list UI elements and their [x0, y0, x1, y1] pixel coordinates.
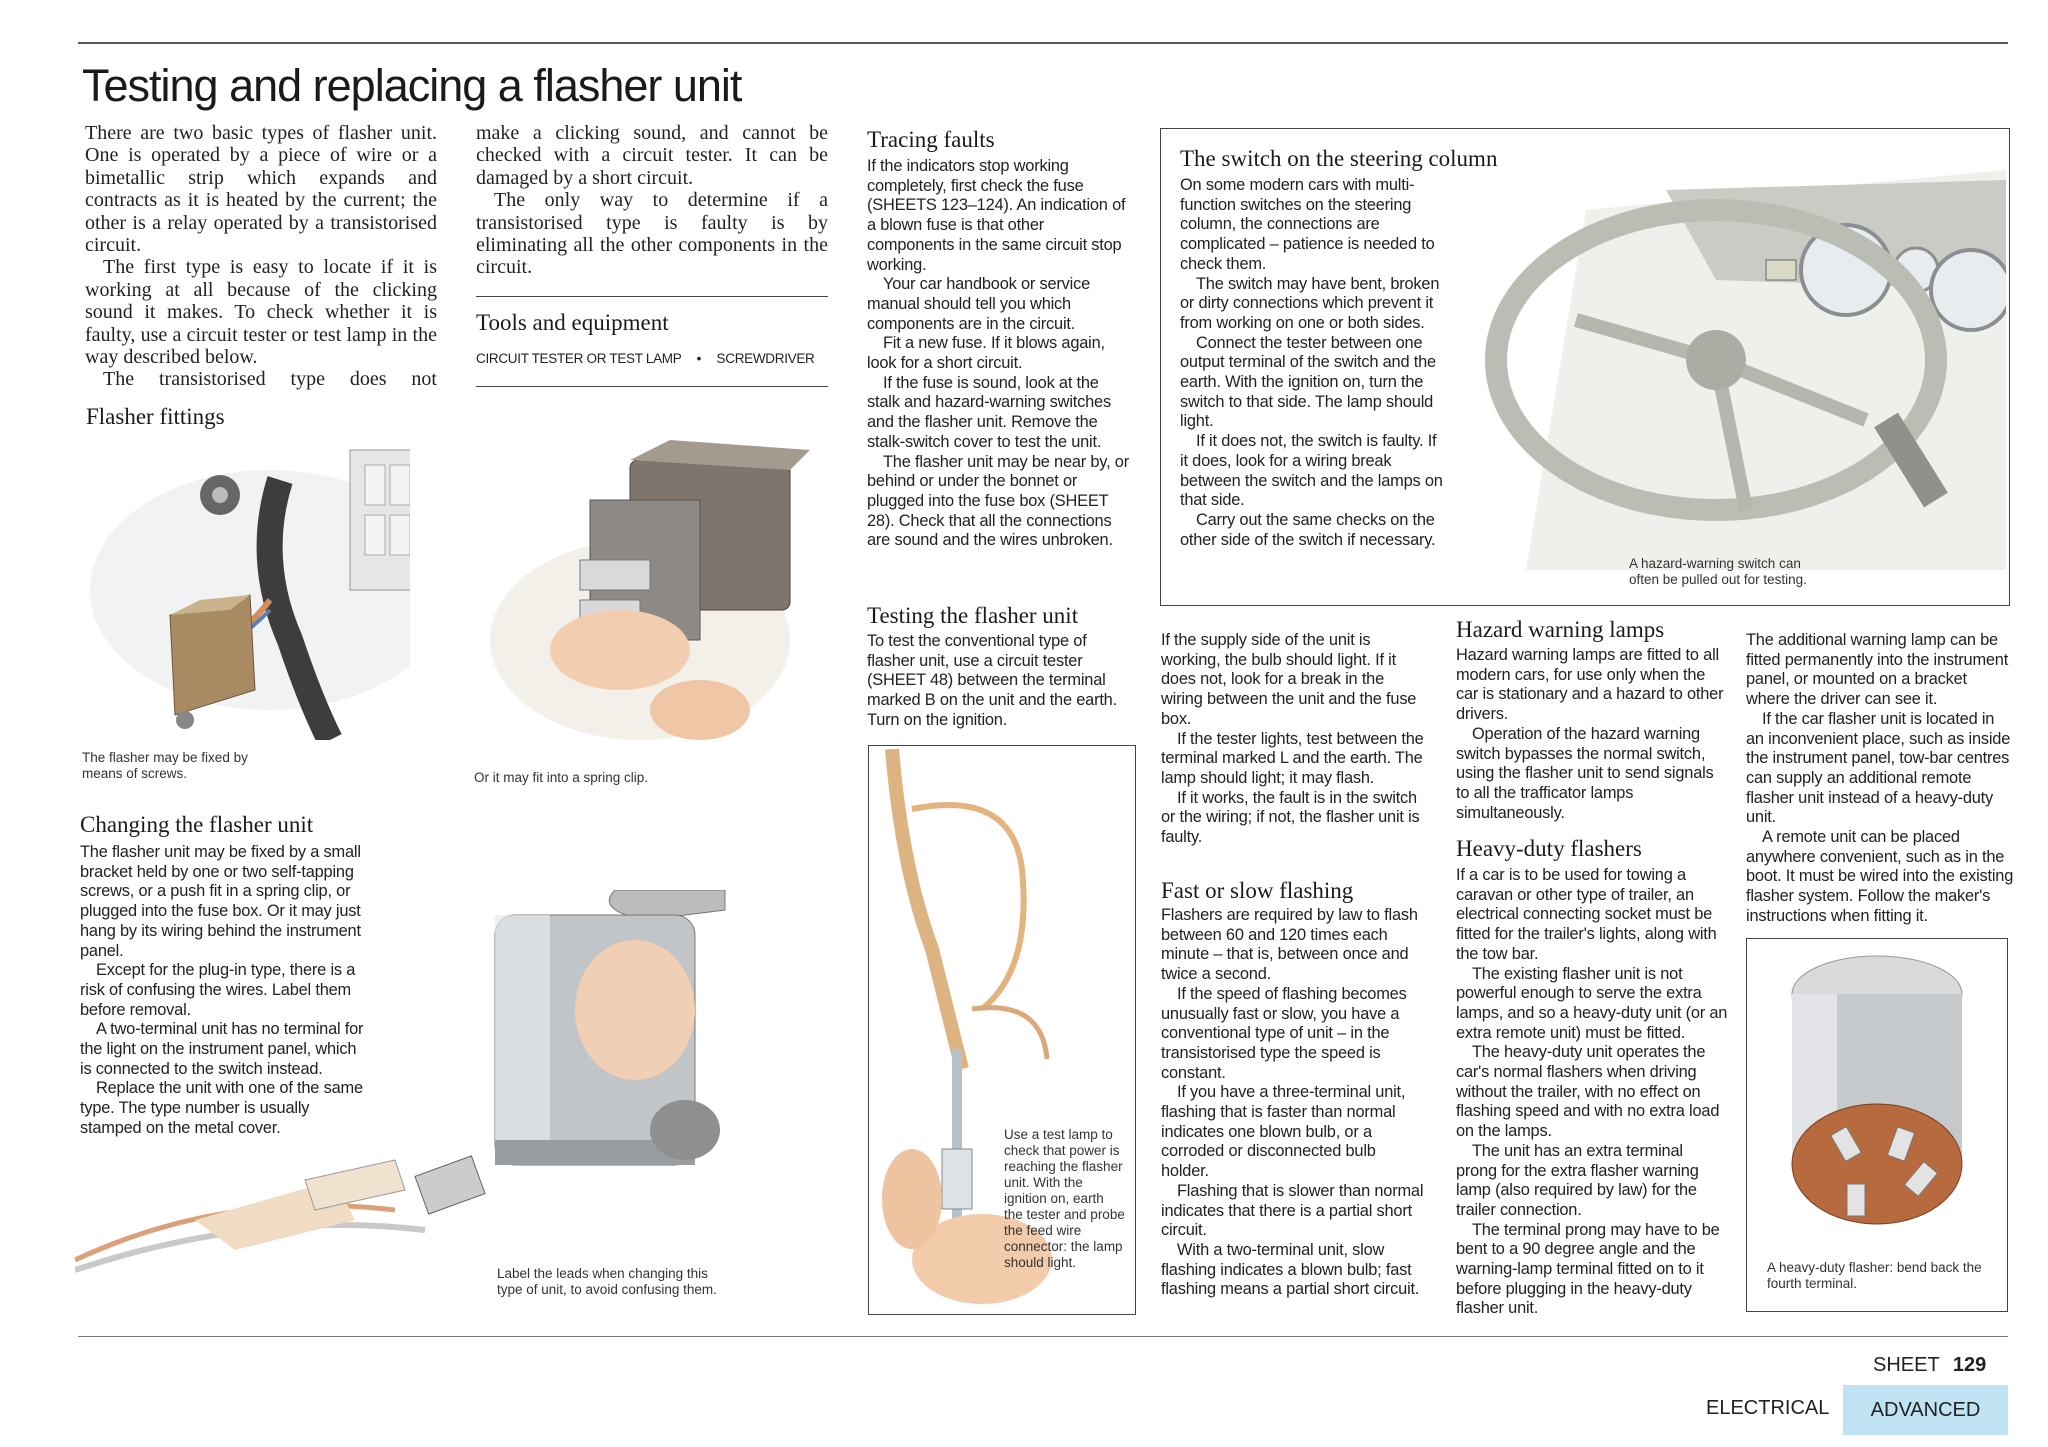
tools-list — [476, 351, 815, 366]
supply-paragraph: If it works, the fault is in the switch or the wiring; if not, the flasher unit is faulty. — [1161, 788, 1420, 847]
switch-paragraph: If it does not, the switch is faulty. If it does, look for a wiring break between the switch and the lamps on that side. — [1180, 432, 1443, 510]
hazard-text — [1456, 646, 1728, 823]
switch-paragraph: On some modern cars with multi-function switches on the steering column, the connections are complicated – patience is needed to check them. — [1180, 176, 1435, 273]
tools-top-rule — [476, 296, 828, 297]
hazard-paragraph: Operation of the hazard warning switch bypasses the normal switch, using the flasher unit to send signals to all the trafficator lamps simultaneously. — [1456, 724, 1714, 822]
heavy-duty-flasher-illustration — [1752, 944, 2002, 1244]
tracing-paragraph: If the indicators stop working completely, first check the fuse (SHEETS 123–124). An indication of a blown fuse is that other components in the same circuit stop working. — [867, 157, 1126, 274]
intro-paragraph: make a clicking sound, and cannot be checked with a circuit tester. It can be damaged by a short circuit. — [476, 122, 828, 189]
flasher-fittings-heading: Flasher fittings — [86, 404, 225, 429]
fast-slow-paragraph: With a two-terminal unit, slow flashing indicates a blown bulb; fast flashing means a partial short circuit. — [1161, 1240, 1420, 1299]
cylinder-flasher-illustration — [75, 890, 855, 1310]
page-title: Testing and replacing a flasher unit — [82, 60, 742, 111]
tool-separator: • — [696, 351, 702, 366]
tracing-paragraph: Your car handbook or service manual should tell you which components are in the circuit. — [867, 275, 1090, 333]
switch-text — [1180, 176, 1448, 550]
fast-slow-text — [1161, 906, 1427, 1300]
flasher-spring-clip-illustration — [470, 440, 830, 750]
supply-paragraph: If the supply side of the unit is working, the bulb should light. If it does not, look for a break in the wiring between the unit and the fuse box. — [1161, 631, 1417, 728]
fast-slow-paragraph: Flashers are required by law to flash between 60 and 120 times each minute – that is, between once and twice a second. — [1161, 906, 1418, 984]
switch-paragraph: Connect the tester between one output terminal of the switch and the earth. With the ignition on, turn the switch to that side. The lamp should light. — [1180, 333, 1436, 431]
sheet-label: SHEET — [1873, 1354, 1940, 1376]
additional-paragraph: If the car flasher unit is located in an inconvenient place, such as inside the instrument panel, tow-bar centres can supply an additional remote flasher unit instead of a heavy-duty unit. — [1746, 709, 2011, 827]
heavy-duty-paragraph: The heavy-duty unit operates the car's normal flashers when driving without the trailer, with no effect on flashing speed and with no extra load on the lamps. — [1456, 1043, 1720, 1141]
additional-text — [1746, 631, 2014, 927]
bottom-rule — [78, 1336, 2008, 1337]
changing-paragraph: Except for the plug-in type, there is a risk of confusing the wires. Label them before removal. — [80, 961, 356, 1019]
additional-paragraph: A remote unit can be placed anywhere convenient, such as in the boot. It must be wired into the existing flasher system. Follow the maker's instructions when fitting it. — [1746, 828, 2014, 925]
heavy-duty-paragraph: The unit has an extra terminal prong for the extra flasher warning lamp (also required by law) for the trailer connection. — [1456, 1141, 1699, 1219]
caption-heavy-duty: A heavy-duty flasher: bend back the fourth terminal. — [1767, 1260, 1982, 1291]
testing-heading: Testing the flasher unit — [867, 603, 1079, 628]
intro-paragraph: There are two basic types of flasher unit. One is operated by a piece of wire or a bimetallic strip which expands and contracts as it is heated by the current; the other is a relay operated by a transistorised circuit. — [85, 122, 437, 257]
switch-paragraph: Carry out the same checks on the other side of the switch if necessary. — [1180, 510, 1436, 549]
level-badge: ADVANCED — [1843, 1385, 2008, 1435]
hazard-paragraph: Hazard warning lamps are fitted to all modern cars, for use only when the car is stationary and a hazard to other drivers. — [1456, 646, 1724, 724]
intro-column-2 — [476, 122, 828, 279]
intro-paragraph: The first type is easy to locate if it is working at all because of the clicking sound it makes. To check whether it is faulty, use a circuit tester or test lamp in the way described below. — [85, 256, 437, 369]
changing-heading: Changing the flasher unit — [80, 812, 314, 837]
fast-slow-paragraph: If the speed of flashing becomes unusually fast or slow, you have a conventional type of unit – in the transistorised type the speed is constant. — [1161, 984, 1407, 1082]
sheet-number-value: 129 — [1952, 1354, 1987, 1376]
tools-bottom-rule — [476, 386, 828, 387]
heavy-duty-paragraph: The existing flasher unit is not powerful enough to serve the extra lamps, and so a heavy-duty unit (or an extra remote unit) must be fitted. — [1456, 964, 1728, 1042]
changing-paragraph: The flasher unit may be fixed by a small bracket held by one or two self-tapping screws, or a push fit in a spring clip, or plugged into the fuse box. Or it may just hang by its wiring behind the instrument panel. — [80, 843, 361, 960]
top-rule — [78, 42, 2008, 44]
tracing-paragraph: Fit a new fuse. If it blows again, look for a short circuit. — [867, 334, 1105, 373]
switch-heading: The switch on the steering column — [1180, 146, 1498, 171]
heavy-duty-text — [1456, 866, 1728, 1319]
caption-label-leads: Label the leads when changing this type of unit, to avoid confusing them. — [497, 1266, 717, 1297]
caption-test-lamp: Use a test lamp to check that power is reaching the flasher unit. With the ignition on, earth the tester and probe the feed wire connector: the lamp should light. — [1004, 1127, 1125, 1270]
intro-paragraph: The transistorised type does not — [103, 368, 437, 391]
heavy-duty-paragraph: The terminal prong may have to be bent to a 90 degree angle and the warning-lamp terminal fitted on to it before plugging in the heavy-duty flasher unit. — [1456, 1220, 1720, 1318]
caption-hazard-switch: A hazard-warning switch can often be pulled out for testing. — [1629, 556, 1807, 587]
intro-column-1 — [85, 122, 437, 391]
caption-screws: The flasher may be fixed by means of screws. — [82, 750, 248, 781]
sheet-number — [1873, 1354, 1986, 1377]
intro-paragraph: The only way to determine if a transistorised type is faulty is by eliminating all the other components in the circuit. — [476, 189, 828, 279]
changing-paragraph: Replace the unit with one of the same type. The type number is usually stamped on the metal cover. — [80, 1079, 363, 1137]
steering-wheel-illustration — [1466, 170, 2006, 570]
supply-text — [1161, 631, 1427, 848]
tracing-text — [867, 157, 1129, 551]
tool-item: SCREWDRIVER — [716, 351, 815, 366]
tracing-heading: Tracing faults — [867, 127, 995, 152]
fast-slow-paragraph: If you have a three-terminal unit, flashing that is faster than normal indicates one blown bulb, or a corroded or disconnected bulb holder. — [1161, 1083, 1406, 1181]
caption-spring-clip: Or it may fit into a spring clip. — [474, 770, 649, 785]
heavy-duty-heading: Heavy-duty flashers — [1456, 836, 1642, 861]
changing-paragraph: A two-terminal unit has no terminal for the light on the instrument panel, which is connected to the switch instead. — [80, 1020, 364, 1078]
additional-paragraph: The additional warning lamp can be fitted permanently into the instrument panel, or mounted on a bracket where the driver can see it. — [1746, 631, 2009, 709]
tools-heading: Tools and equipment — [476, 310, 669, 335]
fast-slow-heading: Fast or slow flashing — [1161, 878, 1354, 903]
tracing-paragraph: The flasher unit may be near by, or behind or under the bonnet or plugged into the fuse box (SHEET 28). Check that all the connections are sound and the wires unbroken. — [867, 452, 1129, 550]
tool-item: CIRCUIT TESTER OR TEST LAMP — [476, 351, 682, 366]
supply-paragraph: If the tester lights, test between the terminal marked L and the earth. The lamp should light; it may flash. — [1161, 729, 1424, 787]
heavy-duty-paragraph: If a car is to be used for towing a caravan or other type of trailer, an electrical connecting socket must be fitted for the trailer's lights, along with the tow bar. — [1456, 866, 1717, 963]
testing-paragraph: To test the conventional type of flasher unit, use a circuit tester (SHEET 48) between the terminal marked B on the unit and the earth. Turn on the ignition. — [867, 632, 1117, 729]
fast-slow-paragraph: Flashing that is slower than normal indicates that there is a partial short circuit. — [1161, 1181, 1424, 1240]
hazard-heading: Hazard warning lamps — [1456, 617, 1665, 642]
flasher-screws-illustration — [80, 440, 410, 740]
switch-paragraph: The switch may have bent, broken or dirty connections which prevent it from working on one or both sides. — [1180, 274, 1440, 332]
testing-text — [867, 632, 1129, 731]
section-label: ELECTRICAL — [1706, 1397, 1830, 1419]
tracing-paragraph: If the fuse is sound, look at the stalk and hazard-warning switches and the flasher unit. Remove the stalk-switch cover to test the unit. — [867, 373, 1111, 451]
